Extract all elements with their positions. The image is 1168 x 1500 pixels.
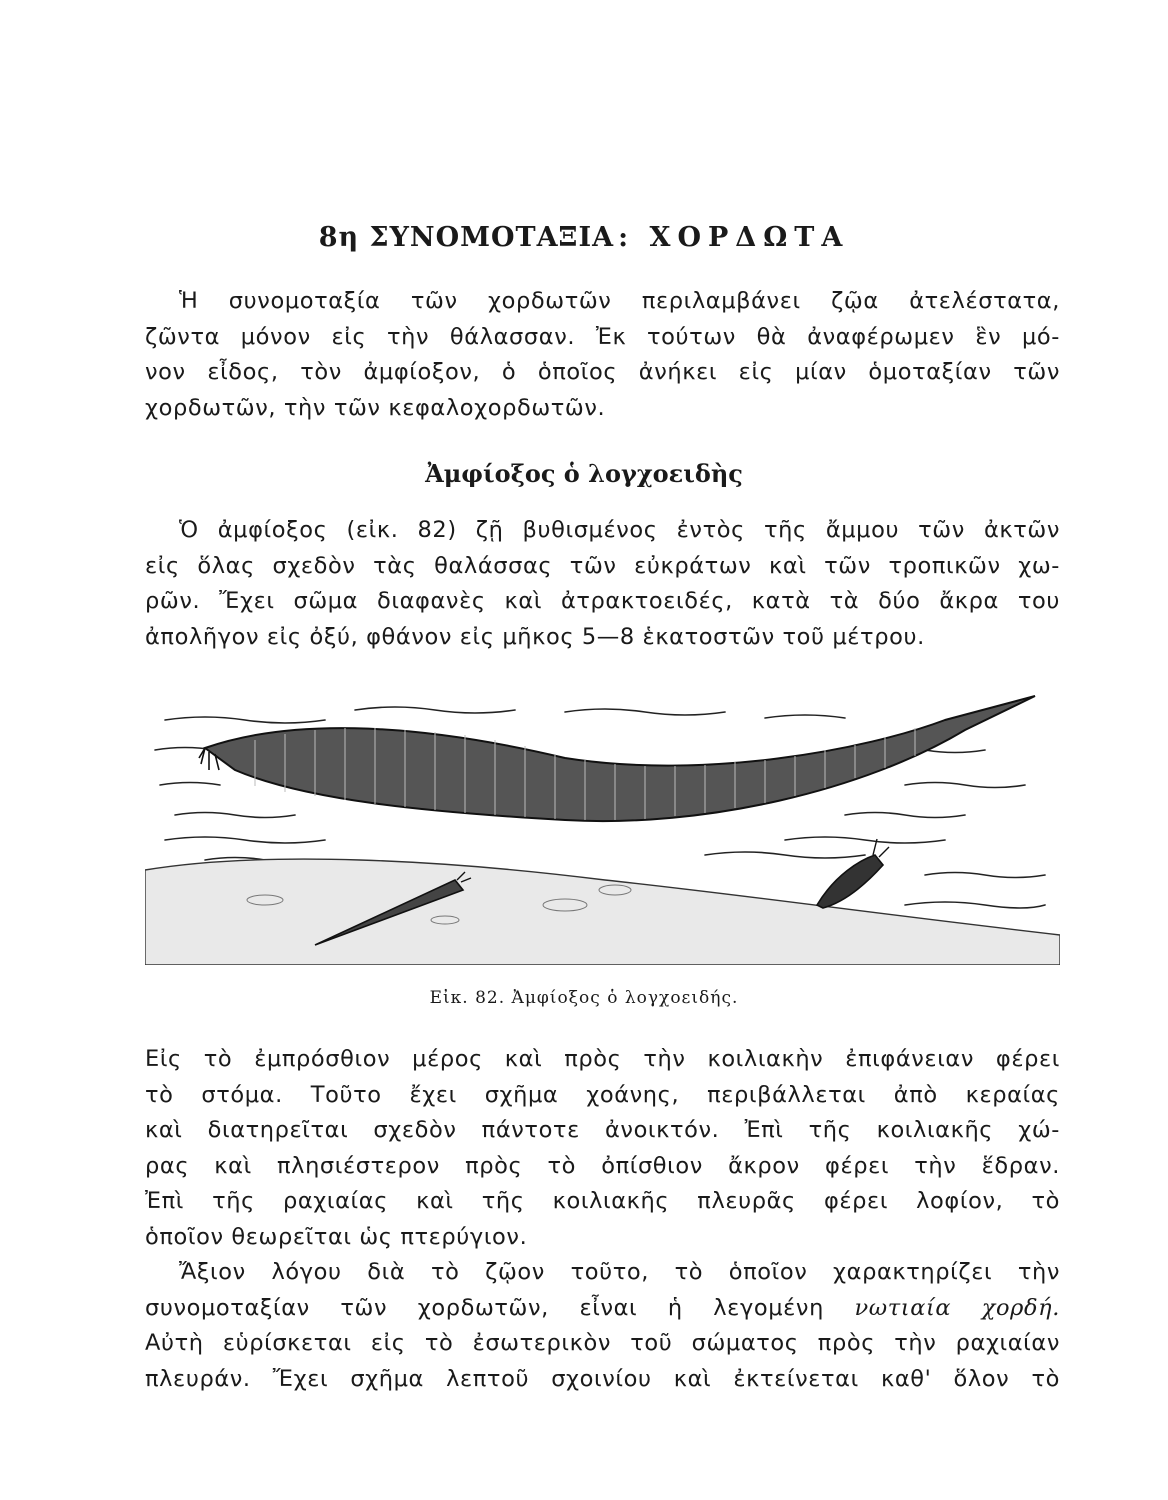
- text-line: ρῶν. Ἔχει σῶμα διαφανὲς καὶ ἀτρακτοειδές, κατὰ τὰ δύο ἄκρα του: [145, 588, 1060, 614]
- text-line: εἰς ὅλας σχεδὸν τὰς θαλάσσας τῶν εὐκράτων καὶ τῶν τροπικῶν χω-: [145, 552, 1060, 579]
- text-line: [145, 1291, 1060, 1327]
- mouth-paragraph: [145, 1042, 1060, 1255]
- chapter-name: ΧΟΡΔΩΤΑ: [649, 222, 850, 253]
- section-title: Ἀμφίοξος ὁ λογχοειδὴς: [425, 459, 743, 488]
- text-line: Εἰς τὸ ἐμπρόσθιον μέρος καὶ πρὸς τὴν κοιλιακὴν ἐπιφάνειαν φέρει: [145, 1046, 1060, 1072]
- text-line: ρας καὶ πλησιέστερον πρὸς τὸ ὀπίσθιον ἄκρον φέρει τὴν ἕδραν.: [145, 1152, 1060, 1179]
- chapter-heading: [0, 222, 1168, 253]
- amphioxus-body: [199, 696, 1035, 821]
- buried-amphioxus-right: [817, 839, 889, 908]
- chapter-number: 8η: [318, 222, 360, 253]
- text-line: Ἐπὶ τῆς ραχιαίας καὶ τῆς κοιλιακῆς πλευρᾶς φέρει λοφίον, τὸ: [145, 1188, 1060, 1214]
- text-line: ζῶντα μόνον εἰς τὴν θάλασσαν. Ἐκ τούτων θὰ ἀναφέρωμεν ἓν μό-: [145, 323, 1060, 350]
- text-line: Ἄξιον λόγου διὰ τὸ ζῷον τοῦτο, τὸ ὁποῖον χαρακτηρίζει τὴν: [179, 1259, 1060, 1285]
- text-line: ὁποῖον θεωρεῖται ὡς πτερύγιον.: [145, 1223, 528, 1250]
- text-line: καὶ διατηρεῖται σχεδὸν πάντοτε ἀνοικτόν. Ἐπὶ τῆς κοιλιακῆς χώ-: [145, 1117, 1060, 1143]
- chapter-label: ΣΥΝΟΜΟΤΑΞΙΑ: [369, 222, 615, 253]
- text-line: Ὁ ἀμφίοξος (εἰκ. 82) ζῇ βυθισμένος ἐντὸς τῆς ἄμμου τῶν ἀκτῶν: [179, 517, 1060, 543]
- figure-caption: Εἰκ. 82. Ἀμφίοξος ὁ λογχοειδής.: [429, 988, 739, 1008]
- text-line: χορδωτῶν, τὴν τῶν κεφαλοχορδωτῶν.: [145, 394, 606, 421]
- text-line: τὸ στόμα. Τοῦτο ἔχει σχῆμα χοάνης, περιβάλλεται ἀπὸ κεραίας: [145, 1081, 1060, 1108]
- notochord-term: νωτιαία χορδή.: [854, 1294, 1060, 1321]
- amphioxus-figure: [145, 690, 1060, 965]
- text-fragment: συνομοταξίαν τῶν χορδωτῶν, εἶναι ἡ λεγομένη: [145, 1294, 824, 1321]
- amphioxus-illustration: [145, 690, 1060, 965]
- intro-paragraph: [145, 284, 1060, 426]
- text-line: Ἡ συνομοταξία τῶν χορδωτῶν περιλαμβάνει ζῷα ἀτελέστατα,: [179, 288, 1060, 314]
- sand-seabed: [145, 859, 1060, 965]
- text-line: Αὐτὴ εὑρίσκεται εἰς τὸ ἐσωτερικὸν τοῦ σώματος πρὸς τὴν ραχιαίαν: [145, 1330, 1060, 1356]
- text-line: πλευράν. Ἔχει σχῆμα λεπτοῦ σχοινίου καὶ ἐκτείνεται καθ' ὅλον τὸ: [145, 1365, 1060, 1392]
- text-line: νον εἶδος, τὸν ἀμφίοξον, ὁ ὁποῖος ἀνήκει εἰς μίαν ὁμοταξίαν τῶν: [145, 359, 1060, 385]
- chapter-separator: :: [618, 222, 630, 253]
- amphioxus-paragraph: [145, 513, 1060, 655]
- notochord-paragraph: [145, 1255, 1060, 1397]
- text-line: ἀπολῆγον εἰς ὀξύ, φθάνον εἰς μῆκος 5—8 ἑκατοστῶν τοῦ μέτρου.: [145, 623, 925, 650]
